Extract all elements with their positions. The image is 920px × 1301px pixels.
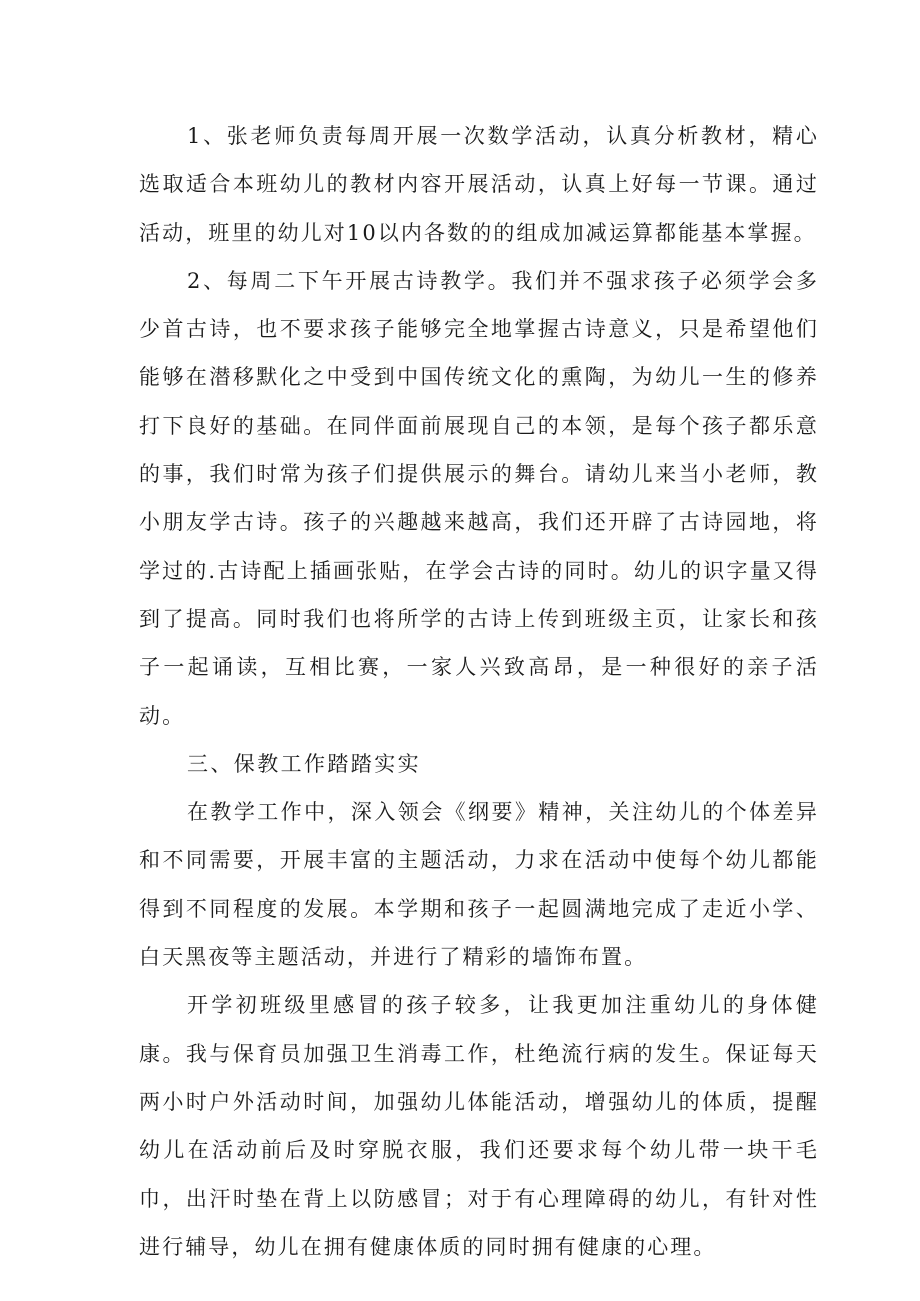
paragraph-math-activity: 1、张老师负责每周开展一次数学活动，认真分析教材，精心选取适合本班幼儿的教材内容开展活动，认真上好每一节课。通过活动，班里的幼儿对10以内各数的的组成加减运算都能基本掌握。: [139, 124, 819, 245]
paragraph-teaching-work: 在教学工作中，深入领会《纲要》精神，关注幼儿的个体差异和不同需要，开展丰富的主题活动，力求在活动中使每个幼儿都能得到不同程度的发展。本学期和孩子一起圆满地完成了走近小学、白天黑夜等主题活动，并进行了精彩的墙饰布置。: [139, 800, 819, 970]
section-heading-care-education: 三、保教工作踏踏实实: [187, 751, 421, 776]
paragraph-health-care: 开学初班级里感冒的孩子较多，让我更加注重幼儿的身体健康。我与保育员加强卫生消毒工作，杜绝流行病的发生。保证每天两小时户外活动时间，加强幼儿体能活动，增强幼儿的体质，提醒幼儿在活动前后及时穿脱衣服，我们还要求每个幼儿带一块干毛巾，出汗时垫在背上以防感冒；对于有心理障碍的幼儿，有针对性进行辅导，幼儿在拥有健康体质的同时拥有健康的心理。: [139, 993, 819, 1259]
document-body: [139, 112, 819, 1271]
paragraph-poetry-teaching: 2、每周二下午开展古诗教学。我们并不强求孩子必须学会多少首古诗，也不要求孩子能够完全地掌握古诗意义，只是希望他们能够在潜移默化之中受到中国传统文化的熏陶，为幼儿一生的修养打下良好的基础。在同伴面前展现自己的本领，是每个孩子都乐意的事，我们时常为孩子们提供展示的舞台。请幼儿来当小老师，教小朋友学古诗。孩子的兴趣越来越高，我们还开辟了古诗园地，将学过的.古诗配上插画张贴，在学会古诗的同时。幼儿的识字量又得到了提高。同时我们也将所学的古诗上传到班级主页，让家长和孩子一起诵读，互相比赛，一家人兴致高昂，是一种很好的亲子活动。: [139, 268, 819, 728]
